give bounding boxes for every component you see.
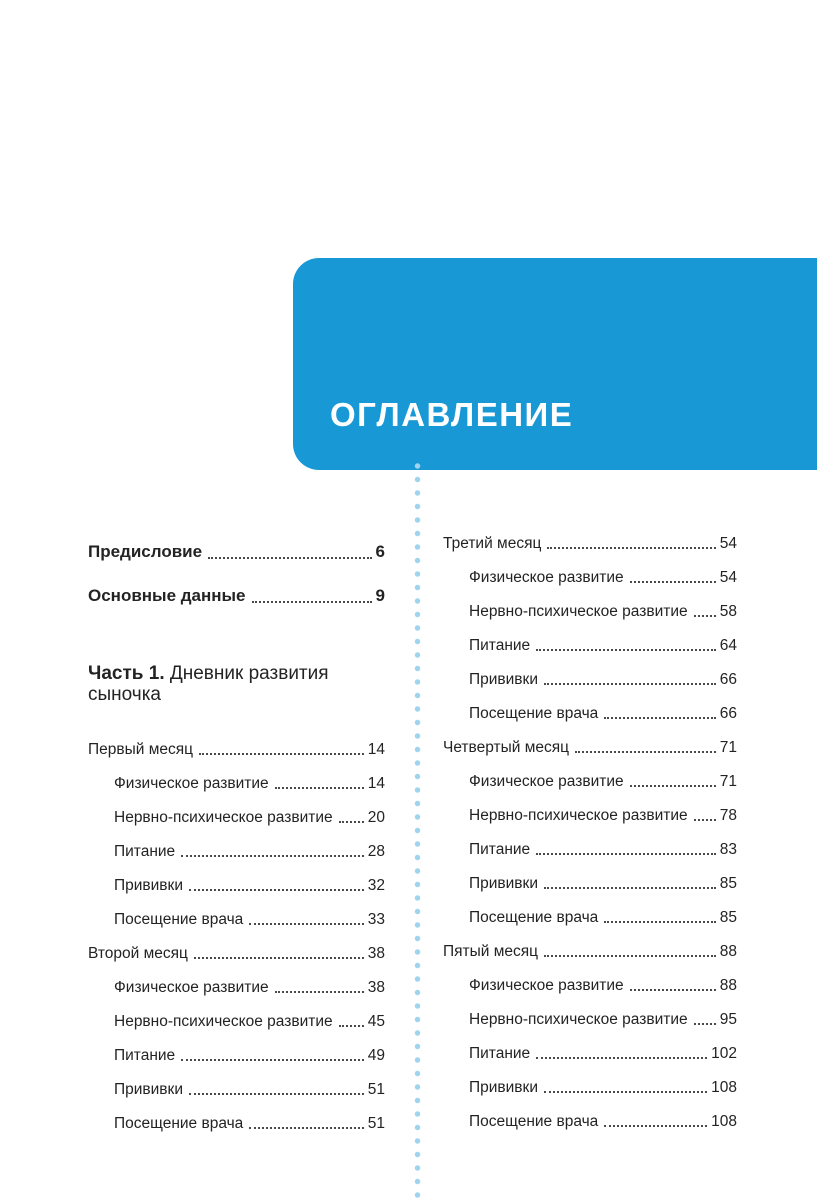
toc-entry-page: 14 (367, 774, 385, 792)
toc-entry-page: 108 (711, 1078, 737, 1096)
toc-entry-page: 54 (719, 568, 737, 586)
part-number: Часть 1. (88, 663, 170, 684)
toc-entry-label: Питание (114, 842, 176, 860)
toc-entry (88, 650, 385, 708)
dot-leader (575, 751, 716, 753)
toc-entry-label: Нервно-психическое развитие (469, 602, 688, 620)
dot-leader (181, 1059, 364, 1061)
dot-leader (604, 921, 715, 923)
dot-leader (544, 683, 716, 685)
toc-entry-label: Прививки (469, 1078, 538, 1096)
toc-entry-page: 71 (719, 738, 737, 756)
toc-entry (443, 1096, 737, 1130)
toc-entry-page: 51 (367, 1080, 385, 1098)
toc-entry (443, 892, 737, 926)
toc-entry (88, 758, 385, 792)
dot-leader (604, 1125, 707, 1127)
toc-entry-page: 49 (367, 1046, 385, 1064)
toc-entry-label: Предисловие (88, 542, 203, 562)
toc-entry-label: Нервно-психическое развитие (114, 808, 333, 826)
toc-column-right (443, 518, 737, 1130)
toc-entry-label: Посещение врача (469, 1112, 599, 1130)
toc-entry-page: 66 (719, 670, 737, 688)
toc-entry-label: Питание (469, 1044, 531, 1062)
toc-entry-page: 66 (719, 704, 737, 722)
dot-leader (694, 615, 716, 617)
dot-leader (339, 1025, 364, 1027)
toc-entry-page: 51 (367, 1114, 385, 1132)
toc-entry-label: Нервно-психическое развитие (114, 1012, 333, 1030)
toc-entry (443, 824, 737, 858)
toc-entry-page: 45 (367, 1012, 385, 1030)
toc-entry (88, 894, 385, 928)
toc-entry (443, 654, 737, 688)
toc-column-left (88, 518, 385, 1132)
title-banner (293, 258, 817, 470)
toc-entry (88, 928, 385, 962)
toc-entry-label: Прививки (114, 1080, 183, 1098)
toc-entry (443, 620, 737, 654)
toc-entry-page: 58 (719, 602, 737, 620)
toc-entry-page: 85 (719, 908, 737, 926)
toc-entry-page: 88 (719, 976, 737, 994)
dot-leader (547, 547, 715, 549)
toc-entry-label: Второй месяц (88, 944, 188, 962)
dot-leader (249, 1127, 363, 1129)
dot-leader (339, 821, 364, 823)
toc-entry-label: Нервно-психическое развитие (469, 1010, 688, 1028)
toc-entry (443, 722, 737, 756)
toc-entry (443, 688, 737, 722)
toc-entry (443, 586, 737, 620)
dot-leader (630, 785, 716, 787)
toc-entry-page: 83 (719, 840, 737, 858)
toc-entry-page: 38 (367, 944, 385, 962)
toc-entry-label: Питание (469, 840, 531, 858)
toc-entry (88, 1098, 385, 1132)
dot-leader (181, 855, 364, 857)
dot-leader (544, 887, 716, 889)
toc-entry-label: Физическое развитие (114, 774, 269, 792)
toc-entry-label: Физическое развитие (469, 976, 624, 994)
toc-entry-label: Прививки (469, 670, 538, 688)
dot-leader (249, 923, 363, 925)
toc-entry (88, 792, 385, 826)
toc-entry-label: Основные данные (88, 586, 246, 606)
toc-entry-page: 95 (719, 1010, 737, 1028)
toc-entry (88, 996, 385, 1030)
dot-leader (536, 853, 716, 855)
toc-entry-page: 14 (367, 740, 385, 758)
toc-entry-page: 85 (719, 874, 737, 892)
toc-entry (88, 860, 385, 894)
toc-entry (88, 1064, 385, 1098)
toc-entry-label: Прививки (469, 874, 538, 892)
toc-entry (88, 962, 385, 996)
part-title: Дневник развития сыночка (88, 663, 329, 705)
dot-leader (630, 581, 716, 583)
dot-leader (208, 557, 371, 559)
dot-leader (604, 717, 715, 719)
dot-leader (630, 989, 716, 991)
toc-entry-label: Питание (114, 1046, 176, 1064)
dot-leader (536, 1057, 707, 1059)
toc-entry-label: Питание (469, 636, 531, 654)
toc-entry (443, 552, 737, 586)
toc-entry-label: Четвертый месяц (443, 738, 569, 756)
toc-entry-label: Посещение врача (469, 704, 599, 722)
dot-leader (275, 991, 364, 993)
toc-entry-label: Физическое развитие (469, 772, 624, 790)
toc-entry-page: 20 (367, 808, 385, 826)
toc-entry-label: Посещение врача (114, 910, 244, 928)
toc-entry-label: Посещение врача (469, 908, 599, 926)
toc-entry-page: 108 (711, 1112, 737, 1130)
toc-entry (88, 826, 385, 860)
toc-entry-label: Нервно-психическое развитие (469, 806, 688, 824)
toc-entry-page: 64 (719, 636, 737, 654)
toc-entry-page: 9 (375, 586, 385, 606)
toc-entry (88, 518, 385, 562)
dot-leader (199, 753, 364, 755)
toc-entry-page: 54 (719, 534, 737, 552)
dot-leader (536, 649, 716, 651)
toc-entry (443, 1062, 737, 1096)
toc-entry (443, 994, 737, 1028)
toc-entry-label: Физическое развитие (469, 568, 624, 586)
toc-entry (443, 756, 737, 790)
dot-leader (252, 601, 372, 603)
toc-entry (443, 858, 737, 892)
toc-entry-page: 88 (719, 942, 737, 960)
dot-leader (275, 787, 364, 789)
toc-entry-page: 102 (711, 1044, 737, 1062)
toc-entry (443, 926, 737, 960)
toc-entry-label: Третий месяц (443, 534, 542, 552)
toc-entry-page: 71 (719, 772, 737, 790)
toc-entry-label: Посещение врача (114, 1114, 244, 1132)
toc-entry-label: Физическое развитие (114, 978, 269, 996)
toc-entry (443, 790, 737, 824)
toc-entry (88, 724, 385, 758)
dot-leader (544, 955, 716, 957)
toc-entry (443, 1028, 737, 1062)
toc-entry-page: 32 (367, 876, 385, 894)
toc-entry-page: 28 (367, 842, 385, 860)
toc-entry-label: Первый месяц (88, 740, 194, 758)
toc-entry (443, 518, 737, 552)
dot-leader (694, 1023, 716, 1025)
toc-entry-page: 38 (367, 978, 385, 996)
dotted-divider (414, 462, 421, 1200)
dot-leader (189, 1093, 364, 1095)
dot-leader (544, 1091, 707, 1093)
dot-leader (194, 957, 364, 959)
page-title: ОГЛАВЛЕНИЕ (330, 396, 574, 433)
toc-entry-label: Прививки (114, 876, 183, 894)
toc-entry-page: 78 (719, 806, 737, 824)
toc-entry-page: 6 (375, 542, 385, 562)
toc-entry (88, 562, 385, 606)
toc-entry-page: 33 (367, 910, 385, 928)
dot-leader (189, 889, 364, 891)
toc-entry (88, 1030, 385, 1064)
toc-entry (443, 960, 737, 994)
toc-entry-label: Пятый месяц (443, 942, 539, 960)
dot-leader (694, 819, 716, 821)
